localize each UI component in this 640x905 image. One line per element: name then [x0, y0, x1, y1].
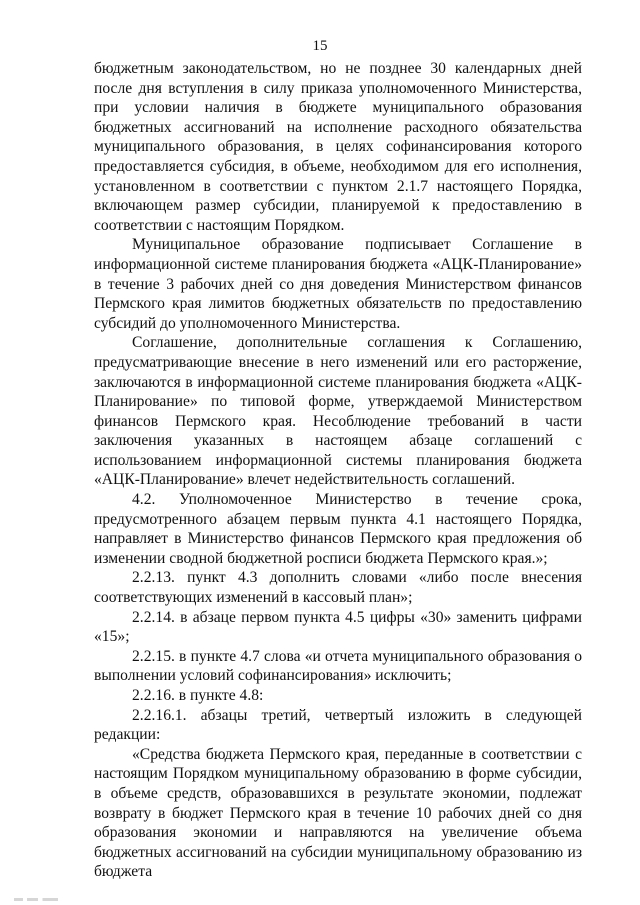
paragraph-4-2: 4.2. Уполномоченное Министерство в течение срока, предусмотренного абзацем первым пункта 4.1 настоящего Порядка, направляет в Министерство финансов Пермского края предложения об изменении сводной бюджетной росписи бюджета Пермского края.»; [94, 491, 582, 567]
paragraph-2-2-14: 2.2.14. в абзаце первом пункта 4.5 цифры «30» заменить цифрами «15»; [94, 608, 582, 646]
document-body [94, 59, 582, 882]
paragraph-agreement-amendments: Соглашение, дополнительные соглашения к Соглашению, предусматривающие внесение в него изменений или его расторжение, заключаются в информационной системе планирования бюджета «АЦК-Планирование» по типовой форме, утверждаемой Министерством финансов Пермского края. Несоблюдение требований в части заключения указанных в настоящем абзаце соглашений с использованием информационной системы планирования бюджета «АЦК-Планирование» влечет недействительность соглашений. [94, 334, 582, 489]
paragraph-2-2-16: 2.2.16. в пункте 4.8: [132, 687, 264, 704]
paragraph-2-2-13: 2.2.13. пункт 4.3 дополнить словами «либо после внесения соответствующих изменений в кассовый план»; [94, 569, 582, 607]
paragraph-agreement-signing: Муниципальное образование подписывает Соглашение в информационной системе планирования бюджета «АЦК-Планирование» в течение 3 рабочих дней со дня доведения Министерством финансов Пермского края лимитов бюджетных обязательств по предоставлению субсидий до уполномоченного Министерства. [94, 236, 582, 332]
page-number: 15 [312, 38, 328, 54]
paragraph-2-2-16-1: 2.2.16.1. абзацы третий, четвертый изложить в следующей редакции: [94, 706, 582, 744]
paragraph-quoted-funds: «Средства бюджета Пермского края, переданные в соответствии с настоящим Порядком муниципальному образованию в форме субсидии, в объеме средств, образовавшихся в результате экономии, подлежат возврату в бюджет Пермского края в течение 10 рабочих дней со дня образования экономии и направляются на увеличение объема бюджетных ассигнований на субсидии муниципальному образованию из бюджета [94, 745, 582, 881]
scan-artifact [14, 898, 58, 901]
paragraph-continuation: бюджетным законодательством, но не позднее 30 календарных дней после дня вступления в силу приказа уполномоченного Министерства, при условии наличия в бюджете муниципального образования бюджетных ассигнований на исполнение расходного обязательства муниципального образования, в целях софинансирования которого предоставляется субсидия, в объеме, необходимом для его исполнения, установленном в соответствии с пунктом 2.1.7 настоящего Порядка, включающем размер субсидии, планируемой к предоставлению в соответствии с настоящим Порядком. [94, 60, 582, 234]
paragraph-2-2-15: 2.2.15. в пункте 4.7 слова «и отчета муниципального образования о выполнении условий софинансирования» исключить; [94, 647, 582, 685]
